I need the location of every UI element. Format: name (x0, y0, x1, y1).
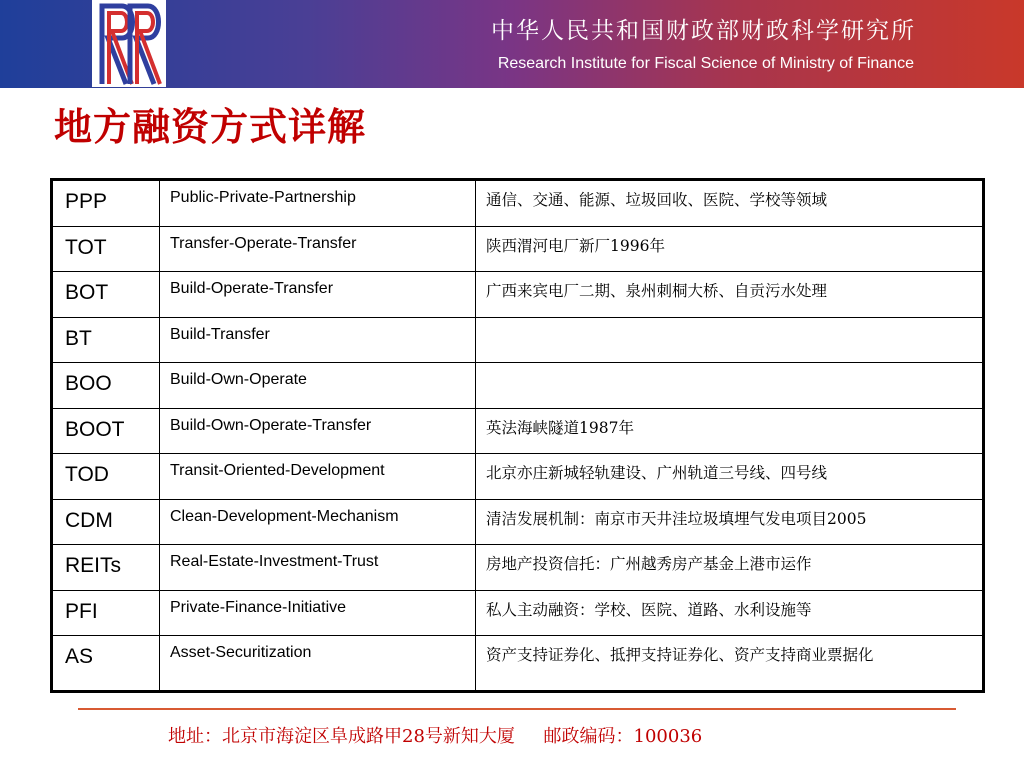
case-cell: 清洁发展机制：南京市天井洼垃圾填埋气发电项目2005 (476, 499, 983, 545)
abbr-cell: TOD (53, 454, 160, 500)
abbr-cell: BT (53, 317, 160, 363)
full-name-cell: Asset-Securitization (160, 636, 476, 691)
full-name-cell: Transit-Oriented-Development (160, 454, 476, 500)
case-cell: 英法海峡隧道1987年 (476, 408, 983, 454)
footer-address: 地址：北京市海淀区阜成路甲28号新知大厦 邮政编码：100036 (168, 726, 703, 747)
abbr-cell: BOO (53, 363, 160, 409)
case-cell: 通信、交通、能源、垃圾回收、医院、学校等领域 (476, 181, 983, 227)
abbr-cell: REITs (53, 545, 160, 591)
case-cell: 私人主动融资：学校、医院、道路、水利设施等 (476, 590, 983, 636)
case-cell: 房地产投资信托：广州越秀房产基金上港市运作 (476, 545, 983, 591)
table-row (53, 317, 983, 363)
org-name-cn: 中华人民共和国财政部财政科学研究所 (491, 18, 916, 44)
table-row (53, 363, 983, 409)
case-cell: 资产支持证券化、抵押支持证券化、资产支持商业票据化 (476, 636, 983, 691)
table-row (53, 545, 983, 591)
full-name-cell: Transfer-Operate-Transfer (160, 226, 476, 272)
case-cell: 陕西渭河电厂新厂1996年 (476, 226, 983, 272)
abbr-cell: PFI (53, 590, 160, 636)
table-row (53, 499, 983, 545)
footer-divider (78, 708, 956, 710)
abbr-cell: BOT (53, 272, 160, 318)
table-row (53, 408, 983, 454)
abbr-cell: CDM (53, 499, 160, 545)
full-name-cell: Build-Own-Operate (160, 363, 476, 409)
case-cell (476, 317, 983, 363)
case-cell: 广西来宾电厂二期、泉州刺桐大桥、自贡污水处理 (476, 272, 983, 318)
table-row (53, 272, 983, 318)
table-row (53, 454, 983, 500)
org-name-en: Research Institute for Fiscal Science of Ministry of Finance (497, 55, 914, 72)
table-row (53, 226, 983, 272)
full-name-cell: Public-Private-Partnership (160, 181, 476, 227)
table-row (53, 181, 983, 227)
full-name-cell: Clean-Development-Mechanism (160, 499, 476, 545)
page-title: 地方融资方式详解 (54, 105, 367, 149)
table-row (53, 636, 983, 691)
institute-logo-icon (92, 0, 166, 87)
full-name-cell: Real-Estate-Investment-Trust (160, 545, 476, 591)
full-name-cell: Build-Transfer (160, 317, 476, 363)
abbr-cell: AS (53, 636, 160, 691)
abbr-cell: TOT (53, 226, 160, 272)
header-banner (0, 0, 1024, 88)
case-cell (476, 363, 983, 409)
financing-methods-table (50, 178, 985, 693)
case-cell: 北京亦庄新城轻轨建设、广州轨道三号线、四号线 (476, 454, 983, 500)
full-name-cell: Private-Finance-Initiative (160, 590, 476, 636)
full-name-cell: Build-Own-Operate-Transfer (160, 408, 476, 454)
full-name-cell: Build-Operate-Transfer (160, 272, 476, 318)
abbr-cell: BOOT (53, 408, 160, 454)
abbr-cell: PPP (53, 181, 160, 227)
table-row (53, 590, 983, 636)
